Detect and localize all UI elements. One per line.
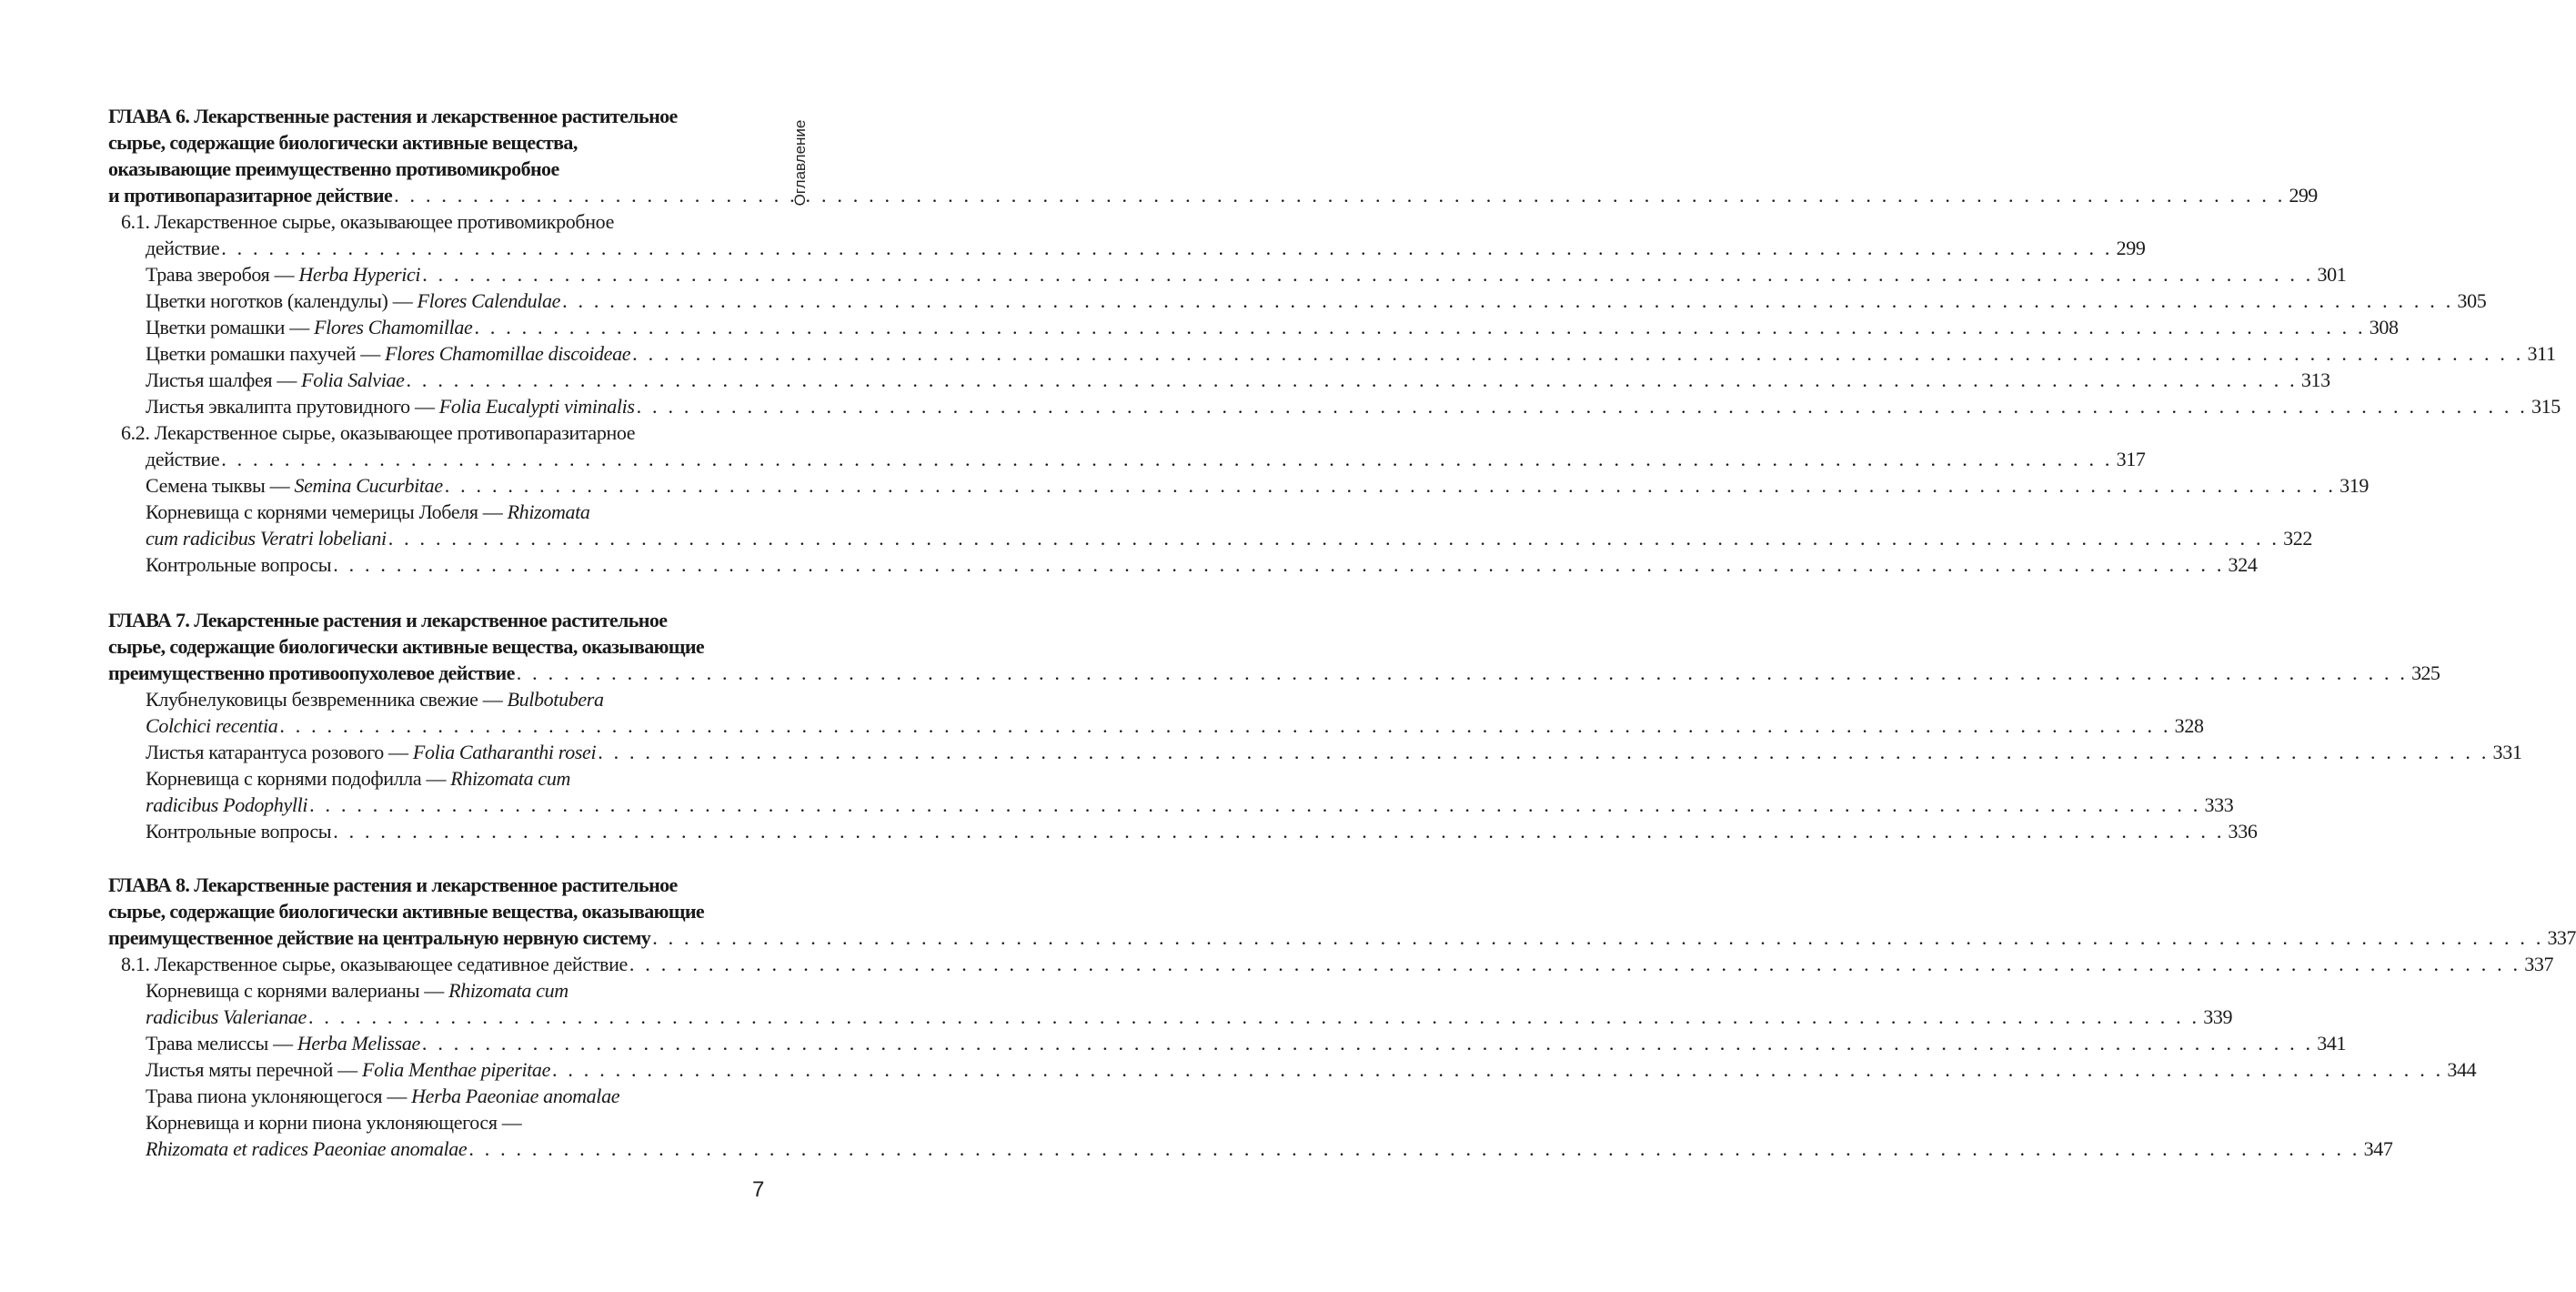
entry-title: Контрольные вопросы bbox=[146, 553, 332, 576]
entry-title: преимущественное действие на центральную нервную систему bbox=[108, 926, 651, 949]
entry-title: 6.1. Лекарственное сырье, оказывающее противомикробное bbox=[121, 210, 615, 233]
entry-title: 6.2. Лекарственное сырье, оказывающее противопаразитарное bbox=[121, 421, 636, 444]
toc-entry-text bbox=[146, 765, 570, 792]
entry-title: сырье, содержащие биологически активные вещества, оказывающие bbox=[108, 900, 705, 923]
latin-name: Folia Eucalypti viminalis bbox=[438, 395, 635, 418]
page-ref: 339 bbox=[2203, 1005, 2233, 1028]
toc-entry bbox=[108, 1004, 2233, 1030]
latin-name: Rhizomata cum bbox=[448, 979, 569, 1002]
page-ref: 333 bbox=[2204, 793, 2234, 816]
toc-entry-line bbox=[108, 103, 768, 129]
dot-leader: . . . . . . . . . . . . . . . . . . . . . . . . . . . . . . . . . . . . . . . . . . . . . . . . . . . . . . . . . . . . . . . . . . . . . . . . . . . . . . . . . . . . . . . . . . . . . . . . . . . . . . . . . . . . . . . . . . . . . . . . bbox=[221, 237, 2113, 259]
latin-name: radicibus Podophylli bbox=[146, 793, 308, 816]
toc-entry-text bbox=[146, 314, 472, 340]
toc-entry-text bbox=[108, 156, 559, 182]
toc-entry bbox=[108, 1030, 2347, 1056]
toc-entry-text bbox=[146, 288, 560, 314]
page-ref: 305 bbox=[2457, 289, 2487, 312]
dot-leader: . . . . . . . . . . . . . . . . . . . . . . . . . . . . . . . . . . . . . . . . . . . . . . . . . . . . . . . . . . . . . . . . . . . . . . . . . . . . . . . . . . . . . . . . . . . . . . . . . . . . . . . . . . . . . . . . . . . . . . . . bbox=[406, 368, 2298, 391]
entry-title: Клубнелуковицы безвременника свежие — bbox=[146, 688, 508, 711]
dot-leader: . . . . . . . . . . . . . . . . . . . . . . . . . . . . . . . . . . . . . . . . . . . . . . . . . . . . . . . . . . . . . . . . . . . . . . . . . . . . . . . . . . . . . . . . . . . . . . . . . . . . . . . . . . . . . . . . . . . . . . . . bbox=[333, 553, 2225, 576]
toc-chapter-7 bbox=[108, 607, 2522, 844]
toc-entry-line bbox=[108, 499, 768, 525]
dot-leader: . . . . . . . . . . . . . . . . . . . . . . . . . . . . . . . . . . . . . . . . . . . . . . . . . . . . . . . . . . . . . . . . . . . . . . . . . . . . . . . . . . . . . . . . . . . . . . . . . . . . . . . . . . . . . . . . . . . . . . . . bbox=[652, 926, 2544, 949]
toc-entry bbox=[108, 288, 2487, 314]
dot-leader: . . . . . . . . . . . . . . . . . . . . . . . . . . . . . . . . . . . . . . . . . . . . . . . . . . . . . . . . . . . . . . . . . . . . . . . . . . . . . . . . . . . . . . . . . . . . . . . . . . . . . . . . . . . . . . . . . . . . . . . . bbox=[598, 741, 2490, 763]
entry-title: Листья мяты перечной — bbox=[146, 1058, 362, 1081]
entry-title: ГЛАВА 7. Лекарстенные растения и лекарственное растительное bbox=[108, 609, 668, 631]
toc-entry bbox=[108, 446, 2146, 472]
toc-entry-text bbox=[146, 340, 630, 367]
toc-entry-text bbox=[146, 792, 307, 818]
dot-leader: . . . . . . . . . . . . . . . . . . . . . . . . . . . . . . . . . . . . . . . . . . . . . . . . . . . . . . . . . . . . . . . . . . . . . . . . . . . . . . . . . . . . . . . . . . . . . . . . . . . . . . . . . . . . . . . . . . . . . . . . bbox=[421, 1032, 2314, 1055]
entry-title: Листья катарантуса розового — bbox=[146, 741, 413, 763]
dot-leader: . . . . . . . . . . . . . . . . . . . . . . . . . . . . . . . . . . . . . . . . . . . . . . . . . . . . . . . . . . . . . . . . . . . . . . . . . . . . . . . . . . . . . . . . . . . . . . . . . . . . . . . . . . . . . . . . . . . . . . . . bbox=[394, 184, 2286, 207]
page-ref: 337 bbox=[2547, 926, 2576, 949]
toc-entry-text bbox=[146, 367, 405, 393]
entry-title: Цветки ромашки пахучей — bbox=[146, 342, 386, 365]
toc-entry bbox=[108, 818, 2258, 844]
toc-entry-line bbox=[108, 419, 768, 446]
toc-entry-line bbox=[108, 977, 768, 1004]
toc-entry bbox=[108, 739, 2522, 765]
toc-entry-text bbox=[108, 633, 704, 660]
page-ref: 347 bbox=[2363, 1137, 2393, 1160]
dot-leader: . . . . . . . . . . . . . . . . . . . . . . . . . . . . . . . . . . . . . . . . . . . . . . . . . . . . . . . . . . . . . . . . . . . . . . . . . . . . . . . . . . . . . . . . . . . . . . . . . . . . . . . . . . . . . . . . . . . . . . . . bbox=[279, 714, 2171, 737]
page-ref: 328 bbox=[2174, 714, 2204, 737]
toc-entry-text bbox=[146, 393, 635, 419]
page-ref: 317 bbox=[2116, 448, 2146, 470]
toc-entry-text bbox=[146, 1004, 307, 1030]
toc-entry-text bbox=[121, 419, 635, 446]
entry-title: преимущественно противоопухолевое действие bbox=[108, 661, 515, 684]
toc-entry-text bbox=[108, 660, 515, 686]
dot-leader: . . . . . . . . . . . . . . . . . . . . . . . . . . . . . . . . . . . . . . . . . . . . . . . . . . . . . . . . . . . . . . . . . . . . . . . . . . . . . . . . . . . . . . . . . . . . . . . . . . . . . . . . . . . . . . . . . . . . . . . . bbox=[632, 342, 2524, 365]
toc-entry bbox=[108, 314, 2399, 340]
latin-name: cum radicibus Veratri lobeliani bbox=[146, 527, 387, 550]
page-ref: 341 bbox=[2317, 1032, 2347, 1055]
page-ref: 313 bbox=[2300, 368, 2330, 391]
toc-entry-text bbox=[146, 1030, 420, 1056]
entry-title: Корневища с корнями подофилла — bbox=[146, 767, 451, 790]
page-ref: 325 bbox=[2411, 661, 2440, 684]
dot-leader: . . . . . . . . . . . . . . . . . . . . . . . . . . . . . . . . . . . . . . . . . . . . . . . . . . . . . . . . . . . . . . . . . . . . . . . . . . . . . . . . . . . . . . . . . . . . . . . . . . . . . . . . . . . . . . . . . . . . . . . . bbox=[307, 1005, 2200, 1028]
latin-name: Folia Salviae bbox=[301, 368, 405, 391]
toc-entry-line bbox=[108, 1083, 768, 1109]
latin-name: Herba Melissae bbox=[297, 1032, 420, 1055]
dot-leader: . . . . . . . . . . . . . . . . . . . . . . . . . . . . . . . . . . . . . . . . . . . . . . . . . . . . . . . . . . . . . . . . . . . . . . . . . . . . . . . . . . . . . . . . . . . . . . . . . . . . . . . . . . . . . . . . . . . . . . . . bbox=[221, 448, 2113, 470]
entry-title: Цветки ромашки — bbox=[146, 316, 315, 338]
latin-name: Colchici recentia bbox=[146, 714, 278, 737]
dot-leader: . . . . . . . . . . . . . . . . . . . . . . . . . . . . . . . . . . . . . . . . . . . . . . . . . . . . . . . . . . . . . . . . . . . . . . . . . . . . . . . . . . . . . . . . . . . . . . . . . . . . . . . . . . . . . . . . . . . . . . . . bbox=[422, 263, 2314, 286]
page-ref: 299 bbox=[2116, 237, 2146, 259]
toc-entry-text bbox=[108, 182, 392, 208]
page-number: 7 bbox=[752, 1177, 765, 1202]
page-ref: 336 bbox=[2228, 820, 2258, 843]
latin-name: Herba Paeoniae anomalae bbox=[411, 1085, 620, 1107]
toc-entry-text bbox=[108, 872, 678, 898]
toc-entry-text bbox=[108, 898, 704, 924]
latin-name: Herba Hyperici bbox=[298, 263, 421, 286]
toc-entry-line bbox=[108, 686, 768, 712]
toc-entry-text bbox=[146, 712, 277, 739]
dot-leader: . . . . . . . . . . . . . . . . . . . . . . . . . . . . . . . . . . . . . . . . . . . . . . . . . . . . . . . . . . . . . . . . . . . . . . . . . . . . . . . . . . . . . . . . . . . . . . . . . . . . . . . . . . . . . . . . . . . . . . . . bbox=[333, 820, 2225, 843]
latin-name: Bulbotubera bbox=[507, 688, 604, 711]
toc-entry-line bbox=[108, 129, 768, 156]
entry-title: ГЛАВА 6. Лекарственные растения и лекарственное растительное bbox=[108, 105, 678, 127]
entry-title: оказывающие преимущественно противомикробное bbox=[108, 157, 559, 180]
entry-title: Семена тыквы — bbox=[146, 474, 295, 497]
dot-leader: . . . . . . . . . . . . . . . . . . . . . . . . . . . . . . . . . . . . . . . . . . . . . . . . . . . . . . . . . . . . . . . . . . . . . . . . . . . . . . . . . . . . . . . . . . . . . . . . . . . . . . . . . . . . . . . . . . . . . . . . bbox=[309, 793, 2201, 816]
entry-title: действие bbox=[146, 448, 220, 470]
dot-leader: . . . . . . . . . . . . . . . . . . . . . . . . . . . . . . . . . . . . . . . . . . . . . . . . . . . . . . . . . . . . . . . . . . . . . . . . . . . . . . . . . . . . . . . . . . . . . . . . . . . . . . . . . . . . . . . . . . . . . . . . bbox=[629, 953, 2521, 975]
dot-leader: . . . . . . . . . . . . . . . . . . . . . . . . . . . . . . . . . . . . . . . . . . . . . . . . . . . . . . . . . . . . . . . . . . . . . . . . . . . . . . . . . . . . . . . . . . . . . . . . . . . . . . . . . . . . . . . . . . . . . . . . bbox=[474, 316, 2366, 338]
entry-title: сырье, содержащие биологически активные вещества, bbox=[108, 131, 578, 154]
dot-leader: . . . . . . . . . . . . . . . . . . . . . . . . . . . . . . . . . . . . . . . . . . . . . . . . . . . . . . . . . . . . . . . . . . . . . . . . . . . . . . . . . . . . . . . . . . . . . . . . . . . . . . . . . . . . . . . . . . . . . . . . bbox=[387, 527, 2280, 550]
entry-title: Трава зверобоя — bbox=[146, 263, 299, 286]
toc-entry-text bbox=[146, 1136, 467, 1162]
entry-title: сырье, содержащие биологически активные вещества, оказывающие bbox=[108, 635, 705, 658]
running-header bbox=[790, 109, 811, 217]
entry-title: Корневища с корнями чемерицы Лобеля — bbox=[146, 500, 508, 523]
toc-entry-line bbox=[108, 607, 768, 633]
toc-entry-text bbox=[146, 1109, 521, 1136]
toc-entry-text bbox=[146, 1083, 619, 1109]
latin-name: Rhizomata et radices Paeoniae anomalae bbox=[146, 1137, 468, 1160]
dot-leader: . . . . . . . . . . . . . . . . . . . . . . . . . . . . . . . . . . . . . . . . . . . . . . . . . . . . . . . . . . . . . . . . . . . . . . . . . . . . . . . . . . . . . . . . . . . . . . . . . . . . . . . . . . . . . . . . . . . . . . . . bbox=[468, 1137, 2360, 1160]
entry-title: и противопаразитарное действие bbox=[108, 184, 393, 207]
toc-entry-text bbox=[146, 739, 596, 765]
dot-leader: . . . . . . . . . . . . . . . . . . . . . . . . . . . . . . . . . . . . . . . . . . . . . . . . . . . . . . . . . . . . . . . . . . . . . . . . . . . . . . . . . . . . . . . . . . . . . . . . . . . . . . . . . . . . . . . . . . . . . . . . bbox=[552, 1058, 2444, 1081]
latin-name: Semina Cucurbitae bbox=[294, 474, 443, 497]
toc-entry bbox=[108, 1056, 2477, 1083]
entry-title: Корневища и корни пиона уклоняющегося — bbox=[146, 1111, 522, 1134]
toc-entry bbox=[108, 393, 2561, 419]
entry-title: Листья эвкалипта прутовидного — bbox=[146, 395, 439, 418]
page-ref: 344 bbox=[2447, 1058, 2477, 1081]
toc-entry-text bbox=[146, 261, 420, 288]
running-header-label: Оглавление bbox=[791, 119, 809, 207]
toc-entry bbox=[108, 367, 2330, 393]
toc-entry bbox=[108, 472, 2370, 499]
toc-entry-text bbox=[146, 499, 590, 525]
entry-title: действие bbox=[146, 237, 220, 259]
latin-name: Rhizomata bbox=[507, 500, 590, 523]
toc-entry-text bbox=[146, 525, 387, 551]
toc-entry-line bbox=[108, 898, 768, 924]
toc-entry-line bbox=[108, 1109, 768, 1136]
entry-title: Корневища с корнями валерианы — bbox=[146, 979, 449, 1002]
toc-entry bbox=[108, 1136, 2393, 1162]
toc-entry bbox=[108, 525, 2313, 551]
entry-title: Трава пиона уклоняющегося — bbox=[146, 1085, 412, 1107]
toc-entry bbox=[108, 261, 2347, 288]
entry-title: Цветки ноготков (календулы) — bbox=[146, 289, 418, 312]
latin-name: Flores Chamomillae discoideae bbox=[385, 342, 631, 365]
latin-name: Flores Chamomillae bbox=[314, 316, 473, 338]
toc-entry-text bbox=[108, 607, 667, 633]
dot-leader: . . . . . . . . . . . . . . . . . . . . . . . . . . . . . . . . . . . . . . . . . . . . . . . . . . . . . . . . . . . . . . . . . . . . . . . . . . . . . . . . . . . . . . . . . . . . . . . . . . . . . . . . . . . . . . . . . . . . . . . . bbox=[516, 661, 2409, 684]
toc-entry-text bbox=[146, 446, 219, 472]
toc-entry-text bbox=[108, 129, 578, 156]
toc-entry-line bbox=[108, 872, 768, 898]
toc-entry-text bbox=[121, 951, 628, 977]
toc-entry-text bbox=[146, 472, 443, 499]
toc-entry bbox=[108, 182, 2318, 208]
toc-entry-text bbox=[146, 686, 604, 712]
page-ref: 331 bbox=[2492, 741, 2522, 763]
toc-entry bbox=[108, 660, 2440, 686]
toc-entry-text bbox=[146, 1056, 550, 1083]
latin-name: radicibus Valerianae bbox=[146, 1005, 307, 1028]
toc-entry-line bbox=[108, 633, 768, 660]
page-ref: 324 bbox=[2228, 553, 2258, 576]
page-ref: 301 bbox=[2317, 263, 2347, 286]
dot-leader: . . . . . . . . . . . . . . . . . . . . . . . . . . . . . . . . . . . . . . . . . . . . . . . . . . . . . . . . . . . . . . . . . . . . . . . . . . . . . . . . . . . . . . . . . . . . . . . . . . . . . . . . . . . . . . . . . . . . . . . . bbox=[562, 289, 2454, 312]
toc-entry-line bbox=[108, 765, 768, 792]
toc-entry bbox=[108, 924, 2576, 951]
toc-entry bbox=[108, 792, 2234, 818]
page-ref: 299 bbox=[2289, 184, 2318, 207]
toc-entry bbox=[108, 951, 2554, 977]
dot-leader: . . . . . . . . . . . . . . . . . . . . . . . . . . . . . . . . . . . . . . . . . . . . . . . . . . . . . . . . . . . . . . . . . . . . . . . . . . . . . . . . . . . . . . . . . . . . . . . . . . . . . . . . . . . . . . . . . . . . . . . . bbox=[444, 474, 2337, 497]
toc-entry-text bbox=[108, 924, 650, 951]
dot-leader: . . . . . . . . . . . . . . . . . . . . . . . . . . . . . . . . . . . . . . . . . . . . . . . . . . . . . . . . . . . . . . . . . . . . . . . . . . . . . . . . . . . . . . . . . . . . . . . . . . . . . . . . . . . . . . . . . . . . . . . . bbox=[636, 395, 2528, 418]
toc-entry-text bbox=[146, 977, 569, 1004]
entry-title: Трава мелиссы — bbox=[146, 1032, 297, 1055]
toc-entry bbox=[108, 712, 2204, 739]
page-ref: 319 bbox=[2340, 474, 2370, 497]
latin-name: Rhizomata cum bbox=[450, 767, 571, 790]
toc-entry-line bbox=[108, 156, 768, 182]
toc-entry-text bbox=[146, 235, 219, 261]
toc-entry-text bbox=[108, 103, 678, 129]
entry-title: ГЛАВА 8. Лекарственные растения и лекарственное растительное bbox=[108, 873, 678, 896]
latin-name: Folia Menthae piperitae bbox=[361, 1058, 550, 1081]
toc-chapter-8 bbox=[108, 872, 2576, 1162]
toc-entry-text bbox=[146, 818, 331, 844]
toc-entry bbox=[108, 551, 2258, 578]
page-ref: 322 bbox=[2283, 527, 2313, 550]
latin-name: Flores Calendulae bbox=[417, 289, 561, 312]
toc-entry bbox=[108, 235, 2146, 261]
latin-name: Folia Catharanthi rosei bbox=[412, 741, 597, 763]
toc-entry-text bbox=[121, 208, 614, 235]
entry-title: Листья шалфея — bbox=[146, 368, 302, 391]
toc-entry-text bbox=[146, 551, 331, 578]
entry-title: Контрольные вопросы bbox=[146, 820, 332, 843]
page-ref: 337 bbox=[2524, 953, 2554, 975]
entry-title: 8.1. Лекарственное сырье, оказывающее седативное действие bbox=[121, 953, 628, 975]
toc-entry bbox=[108, 340, 2556, 367]
toc-entry-line bbox=[108, 208, 768, 235]
page-ref: 308 bbox=[2369, 316, 2399, 338]
page-ref: 311 bbox=[2527, 342, 2556, 365]
page-ref: 315 bbox=[2531, 395, 2561, 418]
